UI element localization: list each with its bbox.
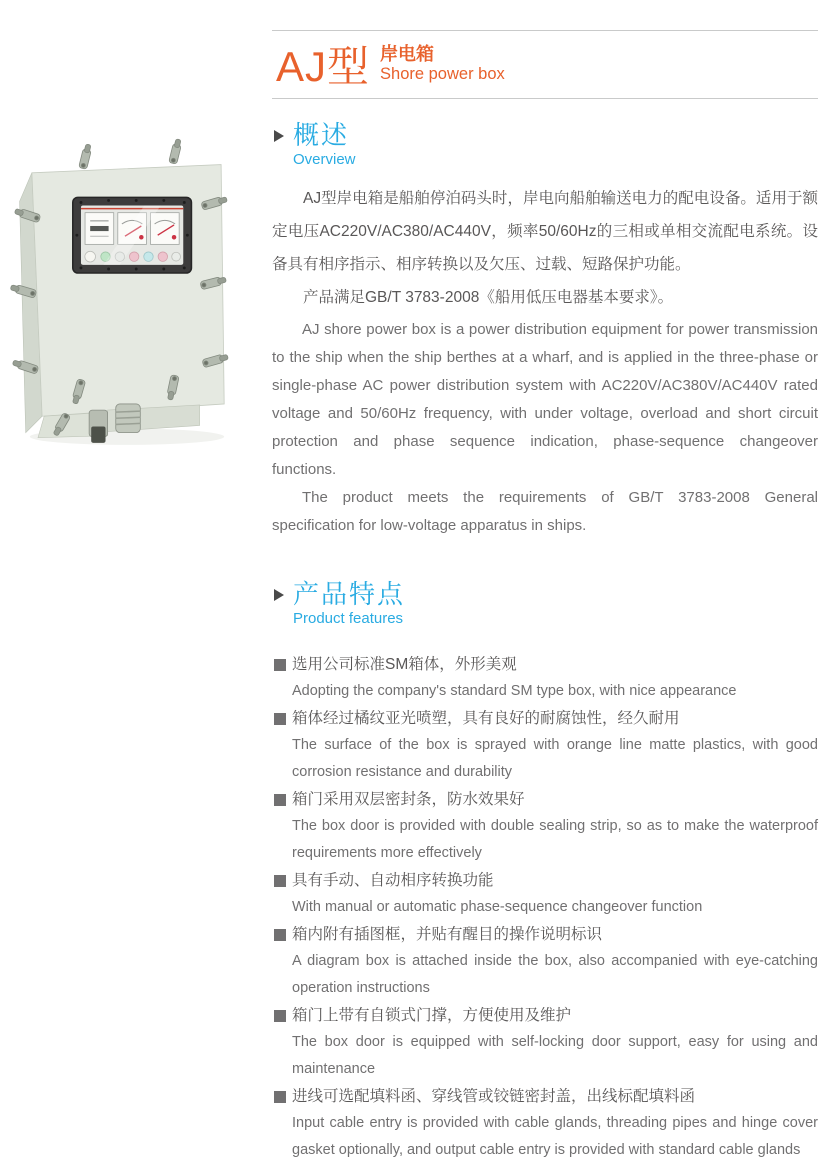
shore-power-box-illustration [8, 138, 246, 450]
square-bullet-icon [274, 929, 286, 941]
feature-item [272, 651, 818, 705]
triangle-marker-icon [274, 130, 284, 142]
title-divider [272, 98, 818, 99]
feature-text-cn: 箱体经过橘纹亚光喷塑，具有良好的耐腐蚀性，经久耐用 [292, 709, 680, 727]
feature-text-cn: 进线可选配填料函、穿线管或铰链密封盖，出线标配填料函 [292, 1087, 696, 1105]
overview-paragraph-cn: AJ型岸电箱是船舶停泊码头时，岸电向船舶输送电力的配电设备。适用于额定电压AC220V/AC380/AC440V，频率50/60Hz的三相或单相交流配电系统。设备具有相序指示、相序转换以及欠压、过载、短路保护功能。 [272, 190, 818, 274]
content-column [272, 0, 818, 1164]
overview-paragraph-en: The product meets the requirements of GB/T 3783-2008 General specification for low-voltage apparatus in ships. [272, 489, 818, 535]
product-name [380, 44, 505, 86]
feature-item [272, 786, 818, 867]
feature-text-en: With manual or automatic phase-sequence changeover function [292, 898, 703, 915]
product-name-cn: 岸电箱 [380, 44, 435, 64]
product-name-en: Shore power box [380, 64, 505, 83]
feature-text-en: The box door is equipped with self-locking door support, easy for using and maintenance [292, 1033, 818, 1077]
feature-text-en: Input cable entry is provided with cable glands, threading pipes and hinge cover gasket optionally, and output cable entry is provided with standard cable glands [292, 1114, 818, 1158]
page-title [272, 31, 818, 98]
feature-text-en: The surface of the box is sprayed with orange line matte plastics, with good corrosion resistance and durability [292, 736, 818, 780]
feature-item [272, 1002, 818, 1083]
square-bullet-icon [274, 1010, 286, 1022]
overview-paragraph-en: AJ shore power box is a power distribution equipment for power transmission to the ship when the ship berthes at a wharf, and is applied in the three-phase or single-phase AC power distribution system with AC220V/AC380V/AC440V rated voltage and 50/60Hz frequency, with under voltage, overload and short circuit protection and phase sequence indication, phase-sequence changeover functions. [272, 321, 818, 479]
feature-text-cn: 箱门上带有自锁式门撑，方便使用及维护 [292, 1006, 572, 1024]
feature-text-cn: 箱门采用双层密封条，防水效果好 [292, 790, 525, 808]
product-photo [8, 138, 246, 450]
model-name: AJ型 [276, 42, 371, 90]
feature-text-en: Adopting the company's standard SM type box, with nice appearance [292, 682, 737, 699]
overview-heading-cn: 概述 [293, 120, 350, 151]
features-list [272, 651, 818, 1164]
feature-text-en: The box door is provided with double sealing strip, so as to make the waterproof requirements more effectively [292, 817, 818, 861]
square-bullet-icon [274, 875, 286, 887]
feature-item [272, 1083, 818, 1164]
features-section-header [274, 580, 818, 629]
square-bullet-icon [274, 659, 286, 671]
feature-item [272, 705, 818, 786]
features-heading-en: Product features [293, 610, 404, 628]
overview-en-paragraphs [272, 316, 818, 540]
features-heading-cn: 产品特点 [293, 579, 406, 610]
feature-item [272, 867, 818, 921]
overview-section-header [274, 121, 818, 170]
triangle-marker-icon [274, 589, 284, 601]
feature-text-cn: 具有手动、自动相序转换功能 [292, 871, 494, 889]
square-bullet-icon [274, 713, 286, 725]
feature-text-en: A diagram box is attached inside the box, also accompanied with eye-catching operation instructions [292, 952, 818, 996]
feature-text-cn: 选用公司标准SM箱体，外形美观 [292, 655, 517, 673]
square-bullet-icon [274, 794, 286, 806]
feature-text-cn: 箱内附有插图框，并贴有醒目的操作说明标识 [292, 925, 603, 943]
overview-cn-paragraphs [272, 182, 818, 314]
overview-paragraph-cn: 产品满足GB/T 3783-2008《船用低压电器基本要求》。 [303, 289, 674, 307]
square-bullet-icon [274, 1091, 286, 1103]
feature-item [272, 921, 818, 1002]
overview-heading-en: Overview [293, 151, 356, 169]
